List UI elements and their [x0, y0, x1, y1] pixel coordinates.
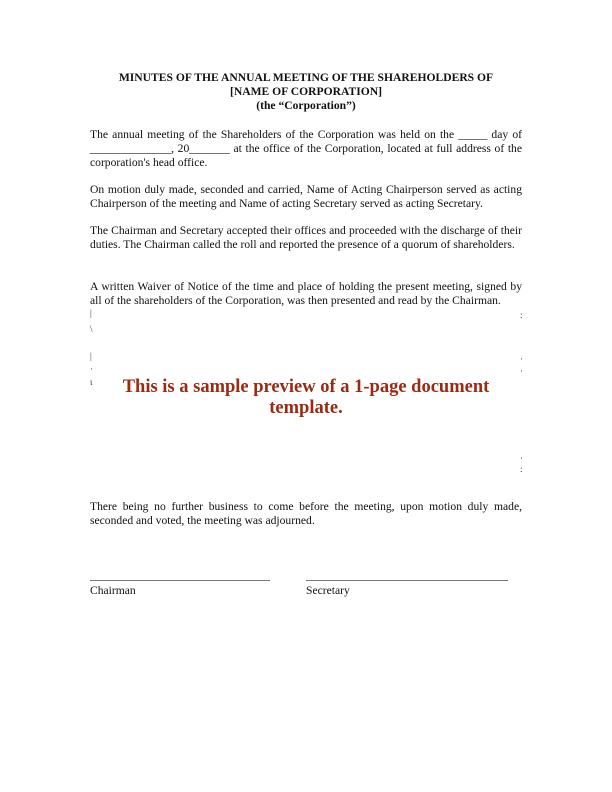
document-title [90, 71, 522, 113]
obscured-text-fragment: : [520, 310, 523, 320]
chairman-signature-line [90, 580, 270, 581]
obscured-text-fragment: \ [90, 324, 93, 334]
paragraph-roll-call: The Chairman and Secretary accepted their offices and proceeded with the discharge of their duties. The Chairman called the roll and reported the presence of a quorum of shareholders. [90, 224, 522, 252]
title-line-2: [NAME OF CORPORATION] [230, 85, 382, 98]
paragraph-meeting-details [90, 128, 522, 171]
paragraph-waiver-of-notice: A written Waiver of Notice of the time and place of holding the present meeting, signed by all of the shareholders of the Corporation, was then presented and read by the Chairman. [90, 280, 522, 308]
secretary-label: Secretary [306, 584, 350, 597]
preview-notice-line-1: This is a sample preview of a 1-page document [122, 377, 490, 397]
paragraph-1-line-1: The annual meeting of the Shareholders of the Corporation was held on the _____ day of [90, 128, 522, 141]
sample-preview-notice [100, 377, 512, 419]
obscured-text-fragment: | [90, 351, 92, 361]
title-line-1: MINUTES OF THE ANNUAL MEETING OF THE SHAREHOLDERS OF [118, 71, 494, 84]
obscured-text-fragment: | [90, 308, 92, 318]
obscured-text-fragment: · [520, 453, 523, 463]
paragraph-adjournment: There being no further business to come before the meeting, upon motion duly made, seconded and voted, the meeting was adjourned. [90, 500, 522, 528]
secretary-signature-line [306, 580, 508, 581]
obscured-text-fragment: · [520, 366, 523, 376]
paragraph-acting-officers: On motion duly made, seconded and carried, Name of Acting Chairperson served as acting Chairperson of the meeting and Name of acting Secretary served as acting Secretary. [90, 183, 522, 211]
obscured-text-fragment: · [90, 364, 93, 374]
obscured-text-fragment: · [520, 354, 523, 364]
chairman-label: Chairman [90, 584, 136, 597]
paragraph-1-line-3: corporation's head office. [90, 156, 208, 170]
paragraph-1-line-2: ______________, 20_______ at the office of the Corporation, located at full address of the [90, 142, 522, 156]
title-line-3: (the “Corporation”) [256, 99, 356, 112]
preview-notice-line-2: template. [269, 398, 343, 418]
obscured-text-fragment: : [520, 464, 523, 474]
obscured-text-fragment: ι [90, 377, 93, 387]
